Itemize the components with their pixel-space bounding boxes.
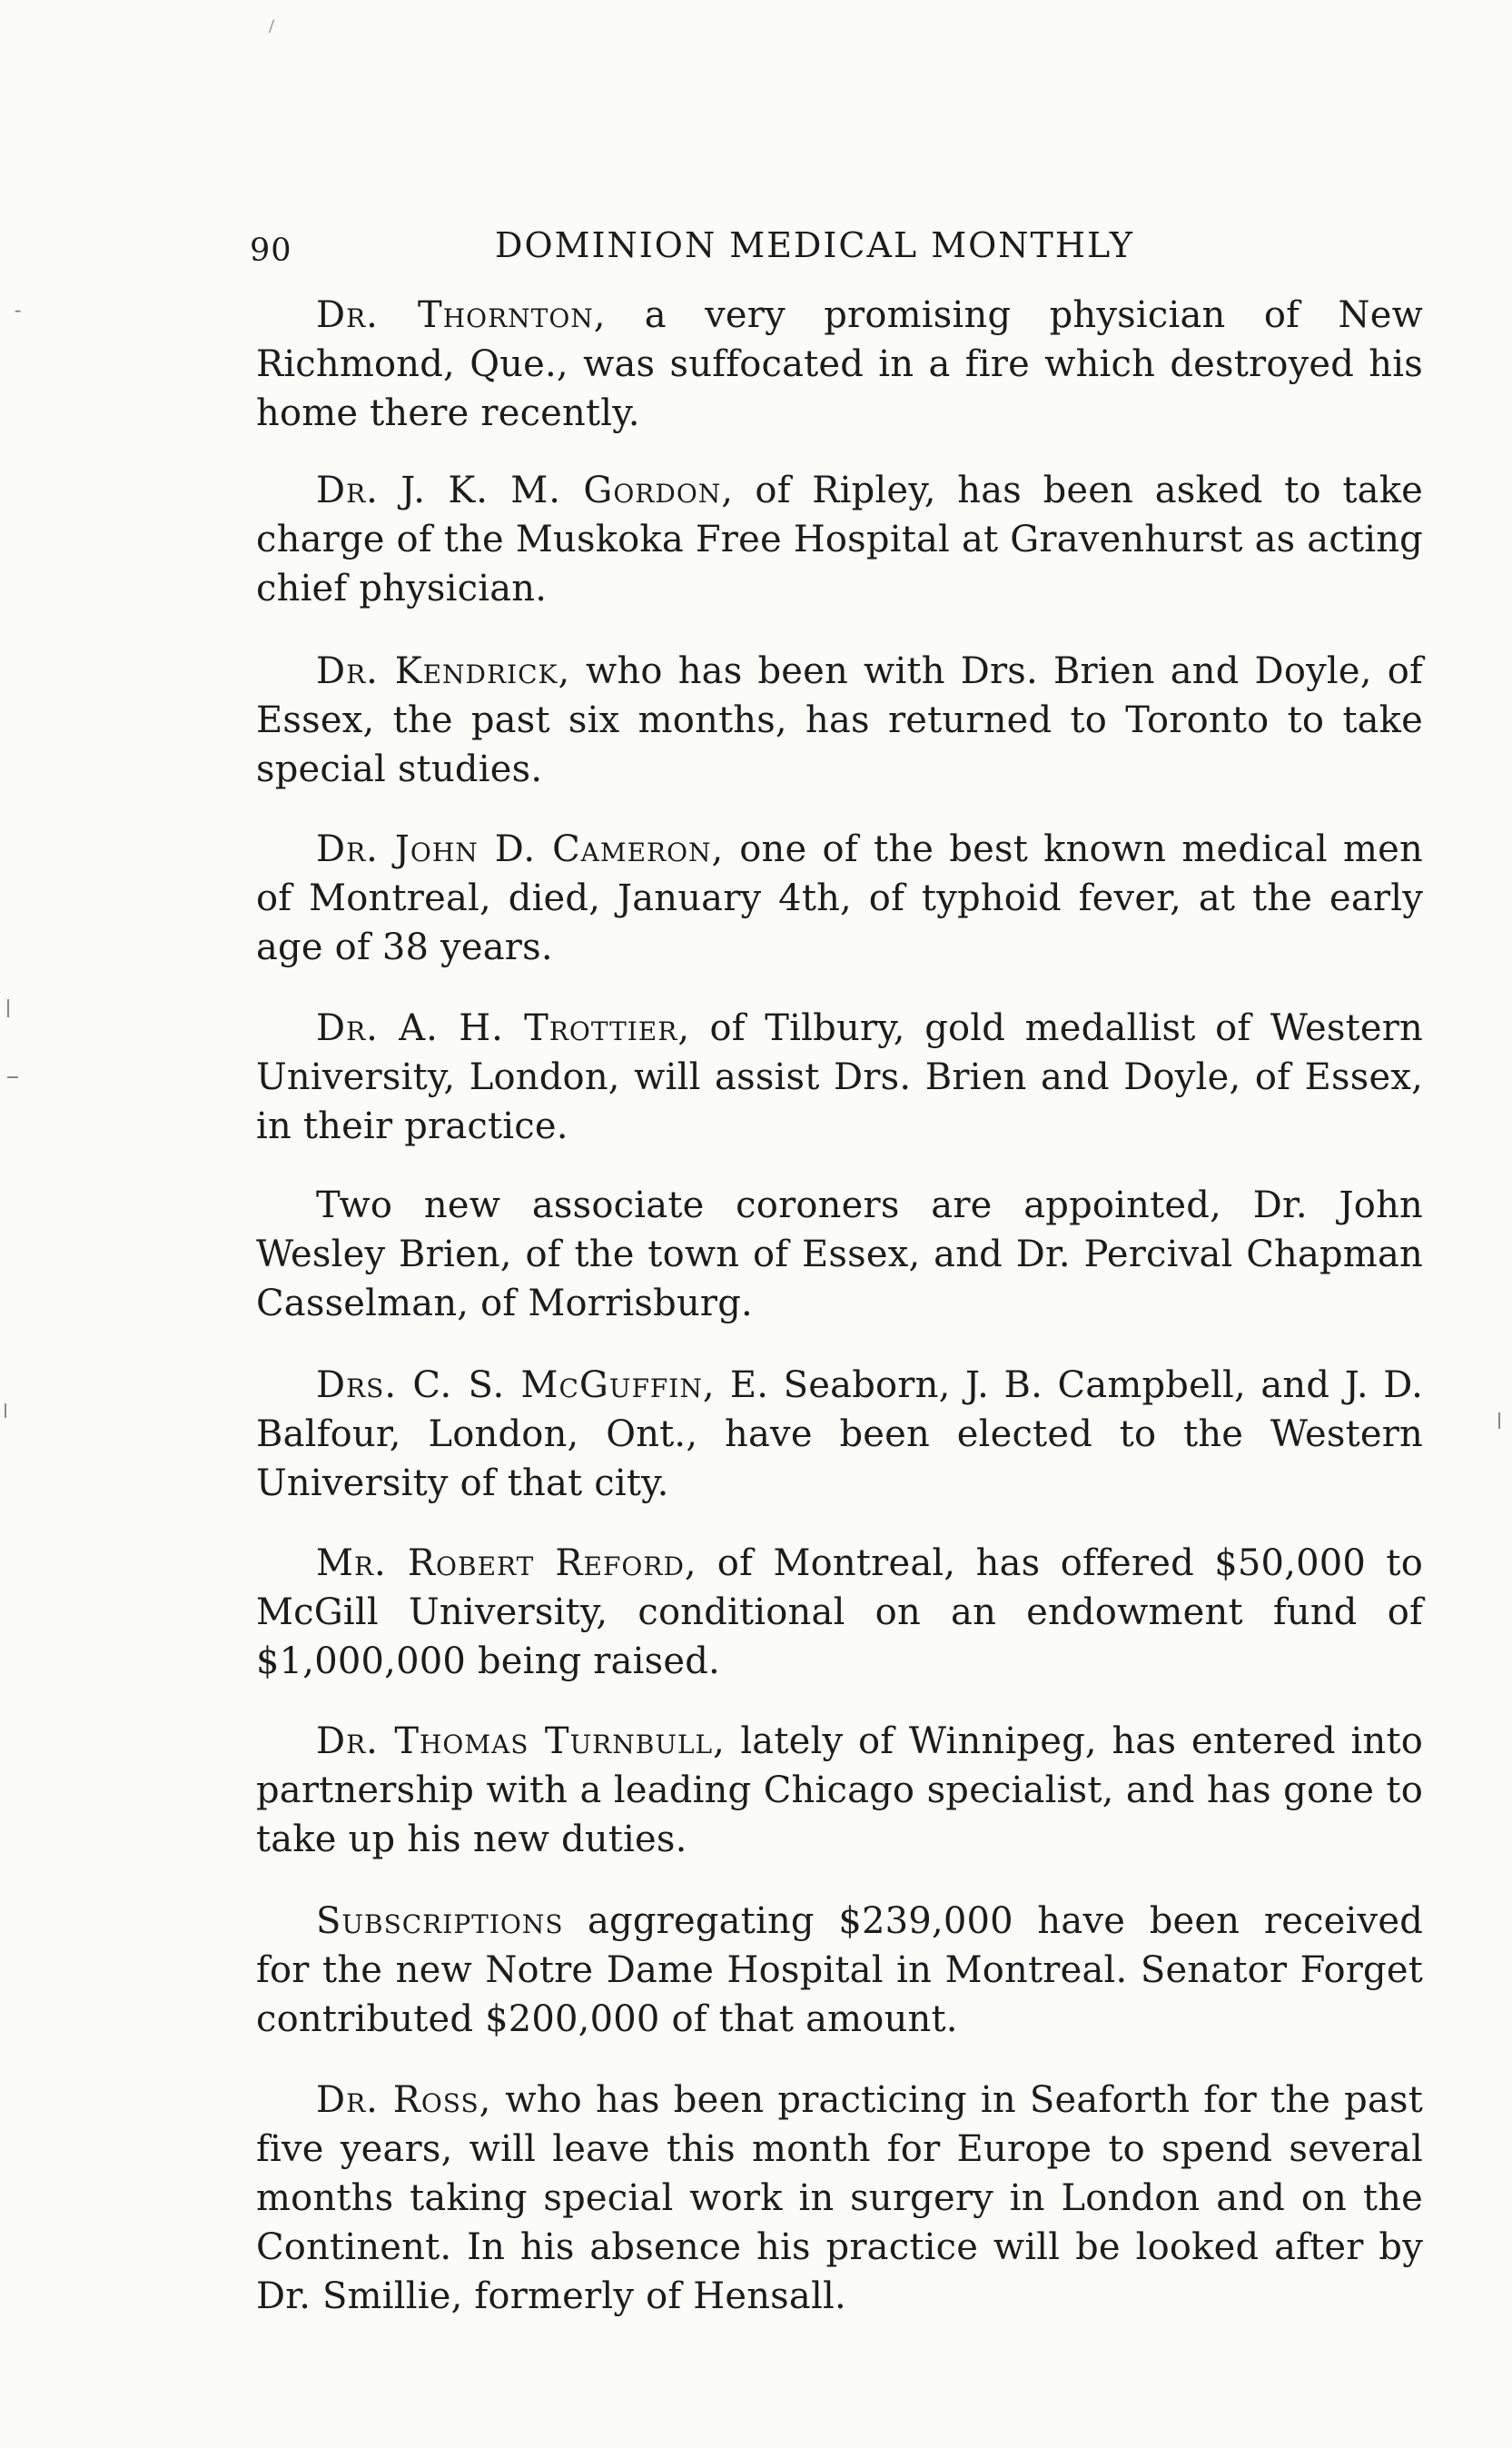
news-item-ross — [256, 2076, 1423, 2321]
news-item-thornton — [256, 291, 1423, 438]
scan-speck — [7, 1076, 18, 1078]
news-item-lead: Subscriptions — [316, 1900, 564, 1942]
scan-speck — [5, 1403, 6, 1418]
news-item-turnbull — [256, 1717, 1423, 1864]
scan-speck — [7, 999, 9, 1017]
news-item-western-university — [256, 1361, 1423, 1508]
scan-speck — [1498, 1412, 1500, 1429]
news-item-text: lately of Winnipeg, has entered into partnership with a leading Chicago specialist, and has gone to take up his new duties. — [256, 1720, 1424, 1860]
news-item-lead: Dr. Kendrick, — [316, 650, 571, 692]
news-item-text: Two new associate coroners are appointed, Dr. John Wesley Brien, of the town of Essex, and Dr. Percival Chapman Casselman, of Morrisburg. — [256, 1184, 1423, 1324]
news-item-kendrick — [256, 647, 1423, 794]
news-item-lead: Dr. Ross, — [316, 2079, 492, 2121]
page-header — [250, 225, 1158, 280]
news-item-text: who has been practicing in Seaforth for the past five years, will leave this month for Europe to spend several months taking special work in surgery in London and on the Continent. In his absence his practice will be looked after by Dr. Smillie, formerly of Hensall. — [256, 2079, 1423, 2317]
news-item-text: aggregating $239,000 have been received for the new Notre Dame Hospital in Montreal. Senator Forget contributed $200,000 of that amount. — [256, 1900, 1424, 2040]
news-item-text: of Ripley, has been asked to take charge of the Muskoka Free Hospital at Gravenhurst as acting chief physician. — [256, 470, 1424, 610]
news-item-coroners — [256, 1181, 1423, 1328]
news-item-gordon — [256, 466, 1423, 613]
page-number: 90 — [250, 233, 292, 269]
news-item-lead: Mr. Robert Reford, — [316, 1542, 697, 1584]
news-item-subscriptions — [256, 1897, 1423, 2044]
news-item-lead: Drs. C. S. McGuffin, — [316, 1364, 716, 1406]
news-item-text: of Tilbury, gold medallist of Western University, London, will assist Drs. Brien and Doyle, of Essex, in their practice. — [256, 1007, 1423, 1147]
news-item-text: one of the best known medical men of Montreal, died, January 4th, of typhoid fever, at the early age of 38 years. — [256, 828, 1424, 968]
scan-mark-top: / — [269, 15, 275, 37]
news-item-cameron — [256, 825, 1423, 972]
news-item-lead: Dr. A. H. Trottier, — [316, 1007, 691, 1049]
journal-title: DOMINION MEDICAL MONTHLY — [495, 225, 1134, 265]
scan-mark-left: - — [15, 298, 22, 321]
news-item-text: of Montreal, has offered $50,000 to McGill University, conditional on an endowment fund of $1,000,000 being raised. — [256, 1542, 1423, 1682]
news-item-text: E. Seaborn, J. B. Campbell, and J. D. Balfour, London, Ont., have been elected to the Western University of that city. — [256, 1364, 1423, 1504]
news-item-lead: Dr. John D. Cameron, — [316, 828, 725, 870]
news-item-lead: Dr. J. K. M. Gordon, — [316, 470, 734, 511]
news-item-text: who has been with Drs. Brien and Doyle, of Essex, the past six months, has returned to Toronto to take special studies. — [256, 650, 1423, 790]
news-item-lead: Dr. Thornton, — [316, 294, 607, 336]
news-item-lead: Dr. Thomas Turnbull, — [316, 1720, 726, 1762]
news-item-text: a very promising physician of New Richmond, Que., was suffocated in a fire which destroyed his home there recently. — [256, 294, 1424, 434]
news-item-trottier — [256, 1004, 1423, 1151]
news-item-reford — [256, 1539, 1423, 1686]
